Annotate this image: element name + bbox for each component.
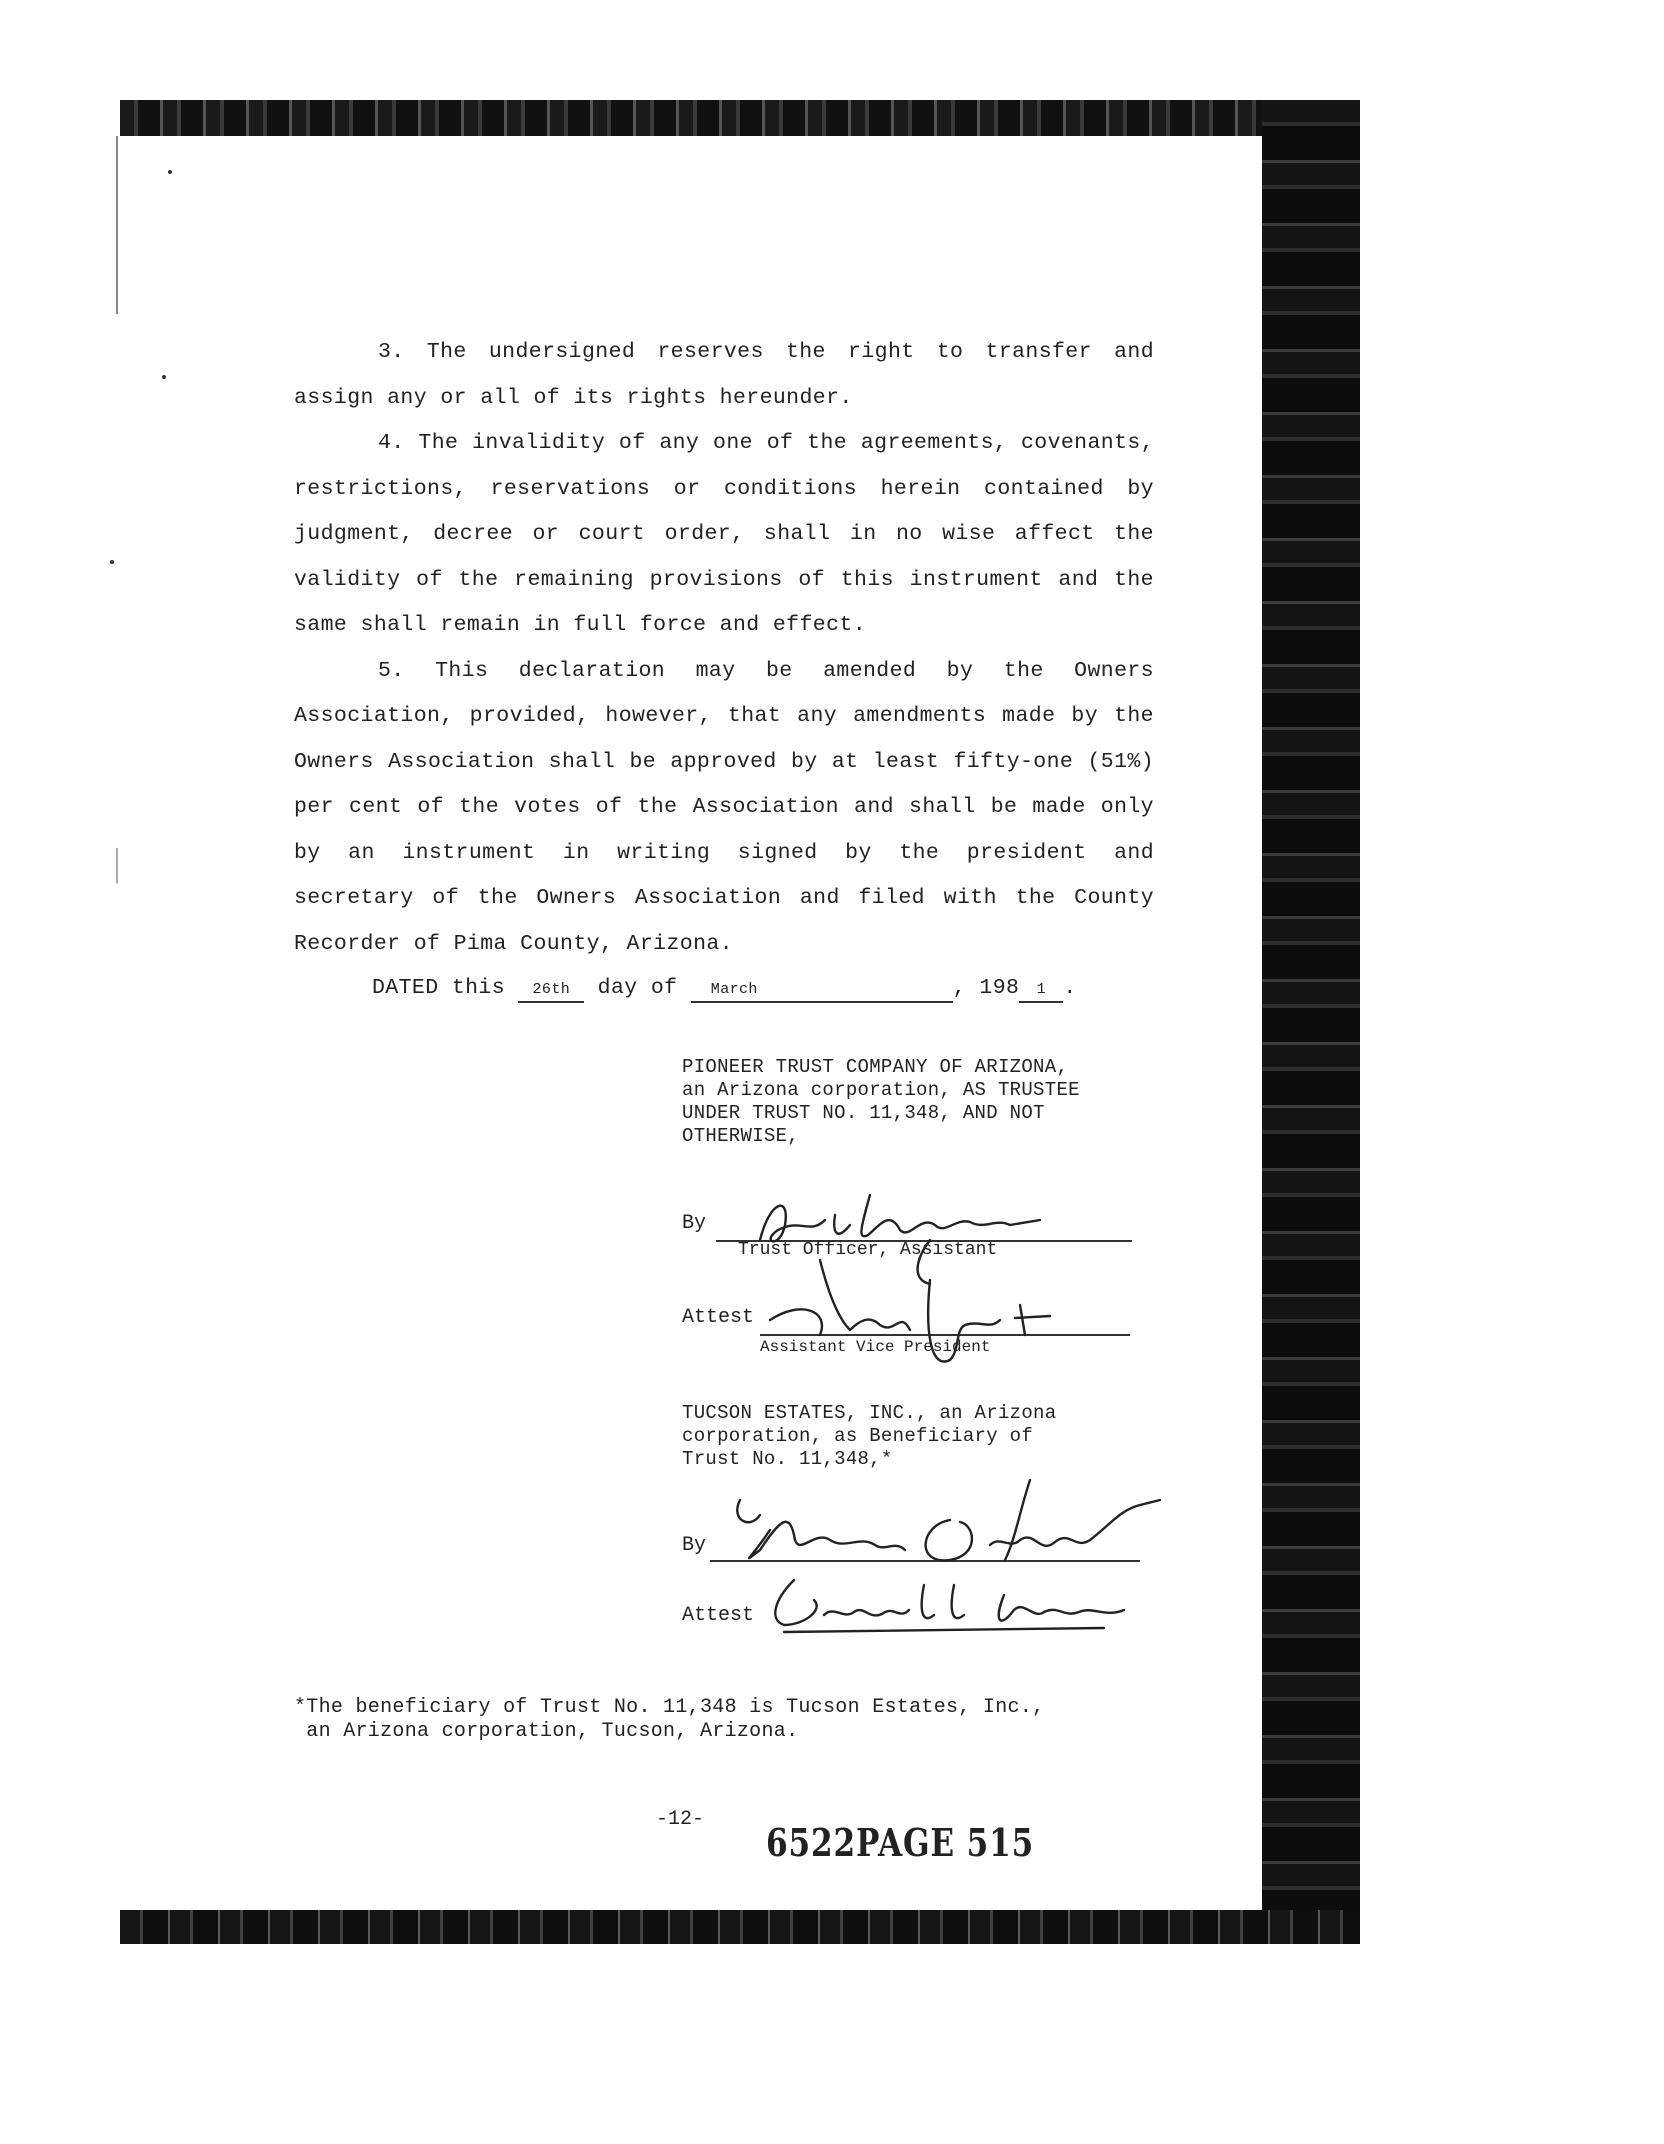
dated-year-prefix: , 198 — [952, 976, 1020, 1000]
trustee-attest-label: Attest — [682, 1306, 755, 1329]
dated-prefix: DATED this — [372, 976, 506, 1000]
beneficiary-block: TUCSON ESTATES, INC., an Arizona corporation, as Beneficiary of Trust No. 11,348,* — [682, 1402, 1057, 1470]
beneficiary-by-label: By — [682, 1534, 707, 1557]
footnote: *The beneficiary of Trust No. 11,348 is Tucson Estates, Inc., an Arizona corporation, Tucson, Arizona. — [294, 1696, 1045, 1743]
scan-border-right — [1262, 100, 1360, 1940]
recording-stamp: 6522PAGE 515 — [766, 1820, 1035, 1865]
paragraph-4: 4. The invalidity of any one of the agreements, covenants, restrictions, reservations or conditions herein contained by judgment, decree or court order, shall in no wise affect the validity of the remaining provisions of this instrument and the same shall remain in full force and effect. — [294, 431, 1154, 637]
beneficiary-attest-label: Attest — [682, 1604, 755, 1627]
dated-line — [372, 976, 1077, 1003]
page-number: -12- — [656, 1808, 705, 1831]
dated-end: . — [1063, 976, 1077, 1000]
scan-speck — [162, 375, 166, 379]
trustee-by-label: By — [682, 1212, 707, 1235]
dated-month: March — [691, 979, 953, 1003]
paragraph-5: 5. This declaration may be amended by the Owners Association, provided, however, that any amendments made by the Owners Association shall be approved by at least fifty-one (51%) per cent of the votes of the Association and shall be made only by an instrument in writing signed by the president and secretary of the Owners Association and filed with the County Recorder of Pima County, Arizona. — [294, 658, 1154, 956]
scan-border-bottom — [120, 1910, 1360, 1944]
declaration-body — [294, 330, 1154, 967]
scan-speck — [110, 560, 114, 564]
trustee-block: PIONEER TRUST COMPANY OF ARIZONA, an Arizona corporation, AS TRUSTEE UNDER TRUST NO. 11,348, AND NOT OTHERWISE, — [682, 1056, 1080, 1147]
beneficiary-attest-signature — [764, 1570, 1144, 1640]
dated-year-suffix: 1 — [1019, 979, 1063, 1003]
scan-edge-left — [116, 136, 118, 1916]
scan-speck — [168, 170, 172, 174]
dated-middle: day of — [597, 976, 678, 1000]
trustee-attest-title: Assistant Vice President — [760, 1338, 991, 1356]
scan-border-top — [120, 100, 1360, 136]
paragraph-3: 3. The undersigned reserves the right to transfer and assign any or all of its rights hereunder. — [294, 340, 1154, 410]
dated-day: 26th — [518, 979, 584, 1003]
trustee-attest-signature — [760, 1240, 1100, 1380]
trustee-by-title: Trust Officer, Assistant — [738, 1240, 998, 1260]
